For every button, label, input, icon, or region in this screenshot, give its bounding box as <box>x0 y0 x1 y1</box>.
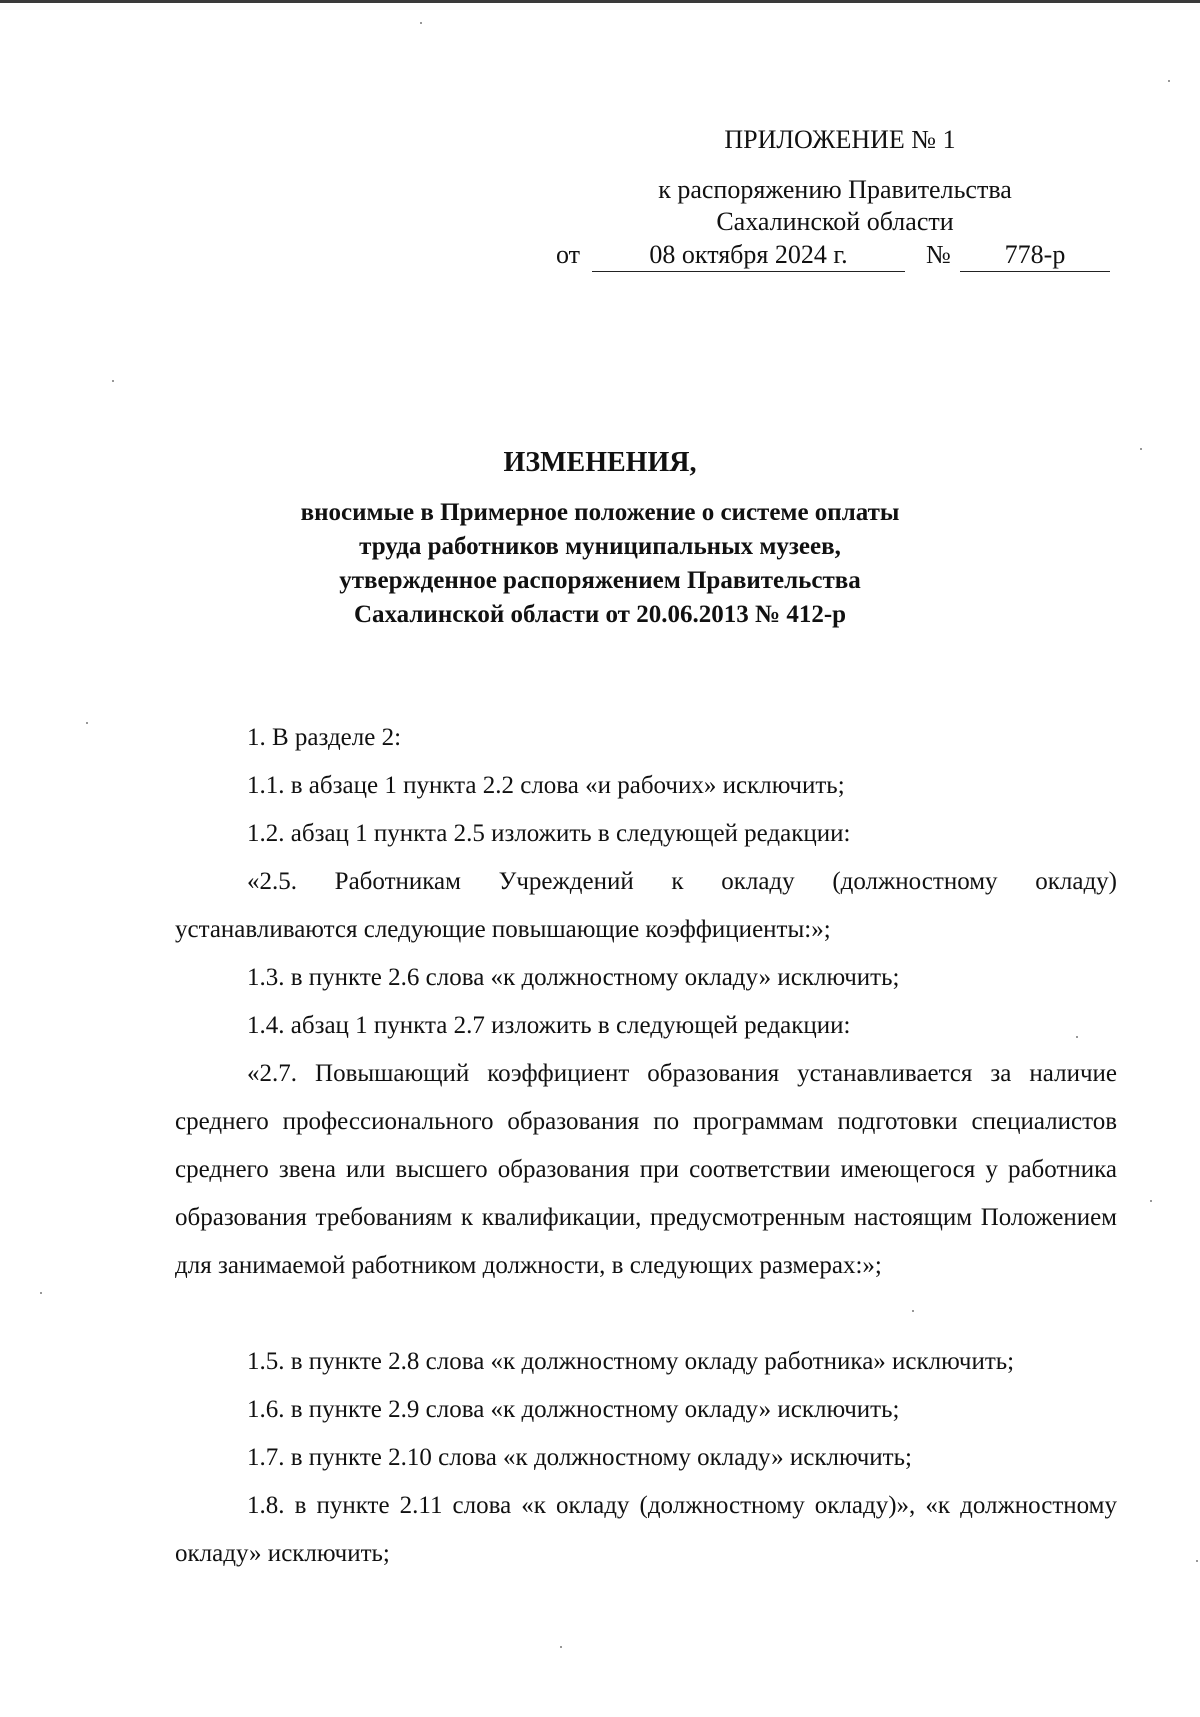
document-subtitle-line2: труда работников муниципальных музеев, <box>359 533 841 560</box>
scan-speck <box>560 1646 562 1648</box>
paragraph-1-3: 1.3. в пункте 2.6 слова «к должностному окладу» исключить; <box>247 964 900 991</box>
scan-speck <box>420 22 422 24</box>
appendix-reference-line1: к распоряжению Правительства <box>658 175 1012 204</box>
document-subtitle-line4: Сахалинской области от 20.06.2013 № 412-р <box>353 601 847 628</box>
scan-top-edge <box>0 0 1200 3</box>
scan-speck <box>1076 1036 1078 1038</box>
scan-speck <box>112 380 114 382</box>
paragraph-1-4-quote: «2.7. Повышающий коэффициент образования устанавливается за наличие среднего профессионального образования по программам подготовки специалистов среднего звена или высшего образования при соответствии имеющегося у работника образования требованиям к квалификации, предусмотренным настоящим Положением для занимаемой работником должности, в следующих размерах:»; <box>175 1060 1117 1279</box>
document-title: ИЗМЕНЕНИЯ, <box>503 447 697 478</box>
scan-speck <box>86 722 88 724</box>
scan-speck <box>1140 448 1142 450</box>
scan-speck <box>1150 1200 1152 1202</box>
document-date: 08 октября 2024 г. <box>592 239 905 272</box>
paragraph-1: 1. В разделе 2: <box>247 724 402 751</box>
paragraph-1-1: 1.1. в абзаце 1 пункта 2.2 слова «и рабочих» исключить; <box>247 772 845 799</box>
paragraph-1-6: 1.6. в пункте 2.9 слова «к должностному окладу» исключить; <box>247 1396 900 1423</box>
scan-speck <box>1196 1560 1198 1562</box>
paragraph-1-5: 1.5. в пункте 2.8 слова «к должностному окладу работника» исключить; <box>247 1348 1015 1375</box>
scan-speck <box>1168 80 1170 82</box>
date-prefix: от <box>556 240 581 269</box>
number-prefix: № <box>926 240 951 269</box>
appendix-title: ПРИЛОЖЕНИЕ № 1 <box>724 125 956 154</box>
document-number: 778-р <box>960 239 1110 272</box>
paragraph-1-8: 1.8. в пункте 2.11 слова «к окладу (должностному окладу)», «к должностному окладу» исключить; <box>175 1492 1117 1567</box>
paragraph-1-2-quote: «2.5. Работникам Учреждений к окладу (должностному окладу) устанавливаются следующие повышающие коэффициенты:»; <box>175 868 1117 943</box>
paragraph-1-4: 1.4. абзац 1 пункта 2.7 изложить в следующей редакции: <box>247 1012 851 1039</box>
paragraph-1-2: 1.2. абзац 1 пункта 2.5 изложить в следующей редакции: <box>247 820 851 847</box>
appendix-reference-line2: Сахалинской области <box>716 207 954 236</box>
scan-speck <box>912 1310 914 1312</box>
paragraph-1-7: 1.7. в пункте 2.10 слова «к должностному окладу» исключить; <box>247 1444 912 1471</box>
document-subtitle-line1: вносимые в Примерное положение о системе оплаты <box>300 499 900 526</box>
scan-speck <box>40 1292 42 1294</box>
document-subtitle-line3: утвержденное распоряжением Правительства <box>339 567 861 594</box>
